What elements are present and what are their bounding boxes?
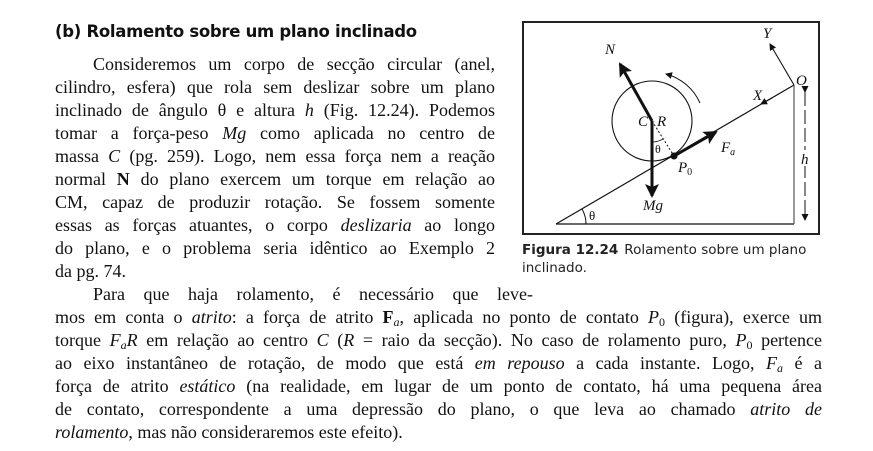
figure-caption — [522, 241, 827, 277]
text-line: de contato, correspondente a uma depressão do plano, o que leva ao chamado atrito de — [55, 399, 822, 419]
text-line: torque $F_aR$ em relação ao centro C (R = raio da secção). No caso de rolamento puro, $P_0$ pertence — [55, 330, 823, 352]
label-R: R — [657, 114, 667, 130]
section-title: (b) Rolamento sobre um plano inclinado — [55, 22, 417, 41]
friction-force-arrow — [674, 132, 716, 156]
text-line: da pg. 74. — [55, 261, 126, 281]
text-line: cilindro, esfera) que rola sem deslizar sobre um plano — [55, 77, 495, 97]
text-line: massa C (pg. 259). Logo, nem essa força nem a reação — [55, 146, 495, 166]
text-line: inclinado de ângulo θ e altura h (Fig. 12.24). Podemos — [55, 100, 495, 120]
normal-force-arrow — [620, 64, 652, 121]
text-line: CM, capaz de produzir rotação. Se fossem somente — [55, 192, 495, 212]
text-line: tomar a força-peso Mg como aplicada no centro de — [55, 123, 495, 143]
label-O: O — [796, 73, 807, 89]
paragraph-1 — [55, 53, 495, 283]
text-line: do plano, e o problema seria idêntico ao Exemplo 2 — [55, 238, 495, 258]
label-X: X — [753, 88, 763, 104]
label-P0: $P_0$ — [678, 160, 693, 178]
rotation-arrow — [666, 74, 700, 103]
text-line: Para que haja rolamento, é necessário que leve- — [93, 284, 533, 304]
paragraph-2 — [55, 283, 822, 444]
label-Mg: Mg — [643, 198, 663, 214]
caption-label: Figura 12.24 — [522, 242, 619, 258]
label-C: C — [638, 114, 649, 130]
text-line: Consideremos um corpo de secção circular (anel, — [93, 54, 495, 74]
x-axis-arrow — [761, 98, 772, 104]
label-theta-inner: θ — [655, 142, 661, 156]
label-Fa: $F_a$ — [721, 140, 736, 158]
theta-base-arc — [582, 209, 586, 224]
text-line: ao eixo instantâneo de rotação, de modo que está em repouso a cada instante. Logo, $F_a$ é a — [55, 353, 822, 375]
figure-12-24 — [522, 21, 820, 235]
contact-point — [671, 153, 678, 160]
text-line: força de atrito estático (na realidade, em lugar de um ponto de contato, há uma pequena área — [55, 376, 822, 396]
text-line: essas as forças atuantes, o corpo deslizaria ao longo — [55, 215, 495, 235]
caption-text: Rolamento sobre um plano inclinado. — [522, 242, 807, 276]
label-h: h — [801, 152, 809, 168]
y-axis-arrow — [770, 44, 794, 85]
text-line: normal N do plano exercem um torque em relação ao — [55, 169, 495, 189]
label-Y: Y — [763, 26, 772, 42]
label-theta-base: θ — [589, 208, 596, 223]
text-line: rolamento, mas não consideraremos este efeito). — [55, 422, 403, 442]
label-N: N — [605, 42, 616, 58]
text-line: mos em conta o atrito: a força de atrito $F_a$, aplicada no ponto de contato $P_0$ (figura), exerce um — [55, 307, 822, 329]
inclined-plane-diagram — [524, 23, 822, 237]
